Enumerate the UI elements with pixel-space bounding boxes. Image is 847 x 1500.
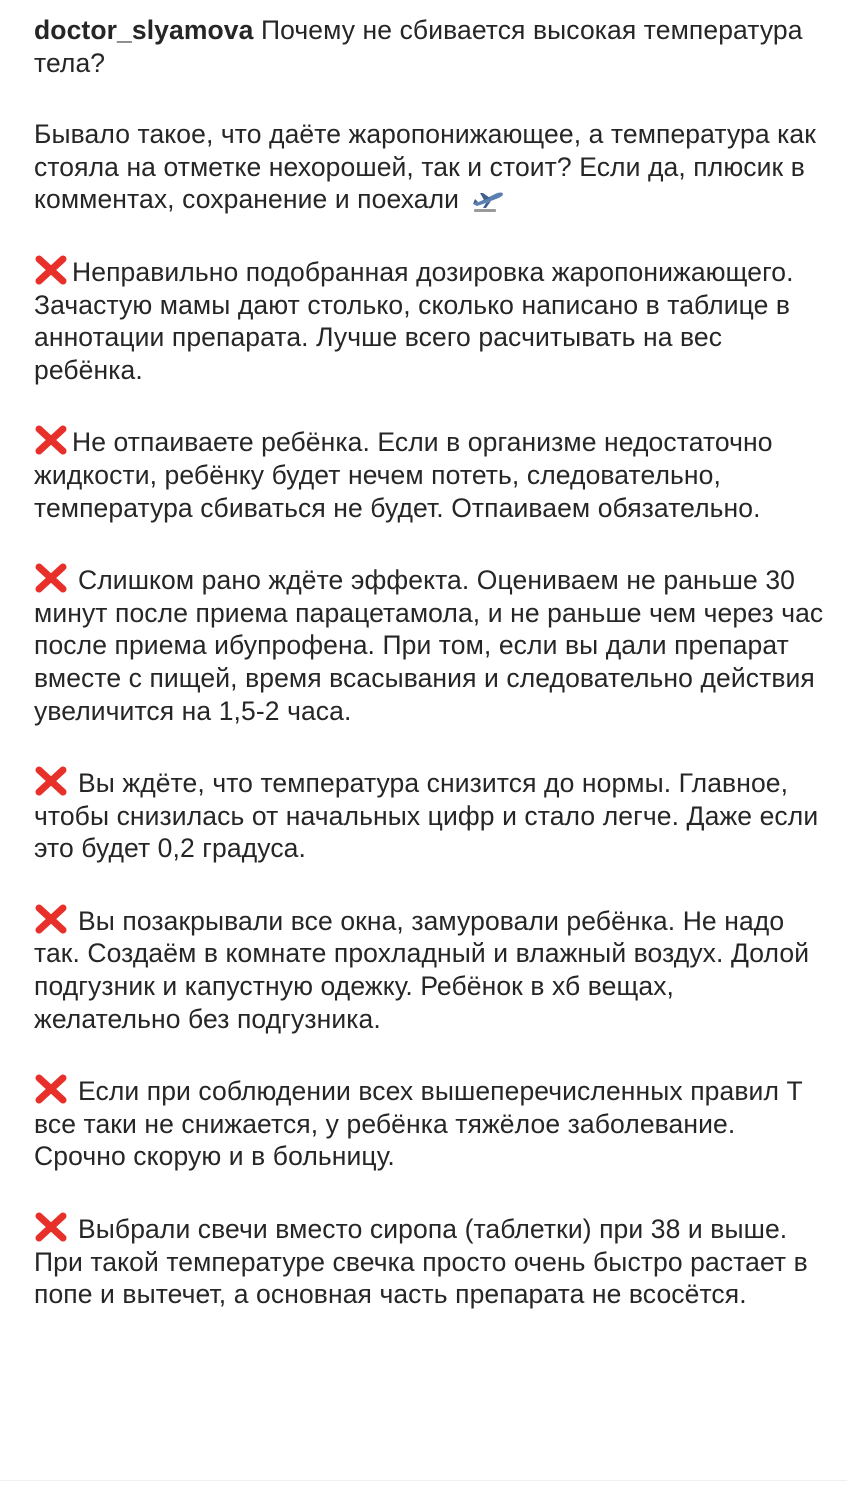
point-item — [34, 1212, 824, 1311]
red-cross-mark-icon — [34, 255, 68, 285]
bottom-divider — [0, 1480, 847, 1481]
caption-header — [34, 14, 824, 79]
red-cross-mark-icon — [34, 563, 68, 593]
red-cross-mark-icon — [34, 425, 68, 455]
red-cross-mark-icon — [34, 1074, 68, 1104]
point-text: Не отпаиваете ребёнка. Если в организме недостаточно жидкости, ребёнку будет нечем потеть, следовательно, температура сбиваться не будет. Отпаиваем обязательно. — [34, 427, 773, 523]
point-text: Вы позакрывали все окна, замуровали ребёнка. Не надо так. Создаём в комнате прохладный и влажный воздух. Долой подгузник и капустную одежку. Ребёнок в хб вещах, желательно без подгузника. — [34, 905, 810, 1034]
point-text: Слишком рано ждёте эффекта. Оцениваем не раньше 30 минут после приема парацетамола, и не раньше чем через час после приема ибупрофена. При том, если вы дали препарат вместе с пищей, время всасывания и следовательно действия увеличится на 1,5-2 часа. — [34, 565, 824, 726]
intro-text: Бывало такое, что даёте жаропонижающее, а температура как стояла на отметке нехорошей, так и стоит? Если да, плюсик в комментах, сохранение и поехали — [34, 119, 816, 215]
point-item — [34, 255, 824, 386]
post-caption — [34, 14, 824, 1350]
point-item — [34, 1074, 824, 1173]
point-item — [34, 425, 824, 524]
airplane-icon — [471, 188, 505, 214]
caption-intro — [34, 118, 824, 216]
point-item — [34, 904, 824, 1035]
point-item — [34, 766, 824, 865]
point-item — [34, 563, 824, 727]
point-text: Выбрали свечи вместо сиропа (таблетки) при 38 и выше. При такой температуре свечка просто очень быстро растает в попе и вытечет, а основная часть препарата не всосётся. — [34, 1214, 808, 1310]
point-text: Неправильно подобранная дозировка жаропонижающего. Зачастую мамы дают столько, сколько написано в таблице в аннотации препарата. Лучше всего расчитывать на вес ребёнка. — [34, 256, 794, 385]
username-link[interactable]: doctor_slyamova — [34, 15, 254, 45]
red-cross-mark-icon — [34, 1212, 68, 1242]
point-text: Если при соблюдении всех вышеперечисленных правил Т все таки не снижается, у ребёнка тяжёлое заболевание. Срочно скорую и в больницу. — [34, 1076, 803, 1172]
post-title: Почему не сбивается высокая температура тела? — [34, 15, 803, 78]
red-cross-mark-icon — [34, 766, 68, 796]
red-cross-mark-icon — [34, 904, 68, 934]
point-text: Вы ждёте, что температура снизится до нормы. Главное, чтобы снизилась от начальных цифр и стало легче. Даже если это будет 0,2 градуса. — [34, 768, 819, 864]
